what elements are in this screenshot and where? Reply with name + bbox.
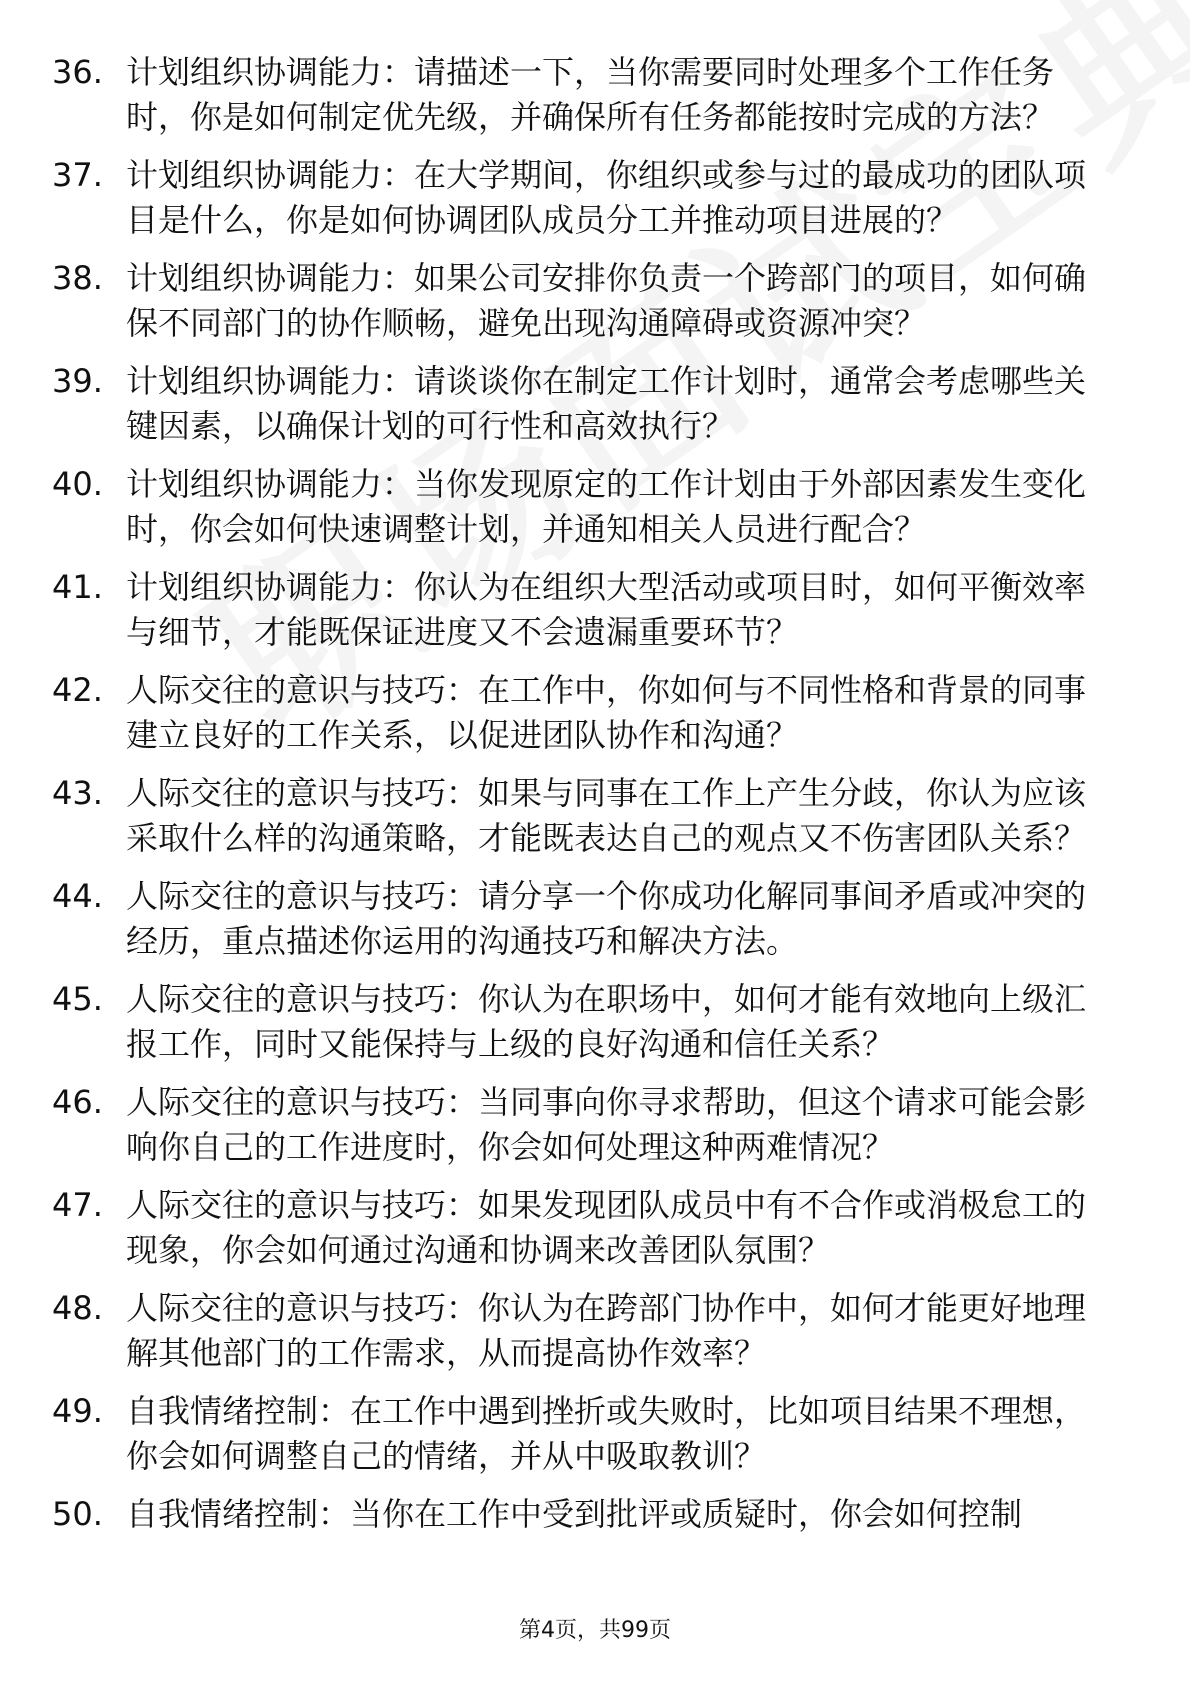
question-text: 计划组织协调能力：在大学期间，你组织或参与过的最成功的团队项目是什么，你是如何协调团队成员分工并推动项目进展的？ [126, 156, 1087, 239]
question-item [52, 50, 1112, 140]
question-number: 49. [52, 1392, 103, 1430]
question-text: 计划组织协调能力：请谈谈你在制定工作计划时，通常会考虑哪些关键因素，以确保计划的可行性和高效执行？ [126, 362, 1087, 445]
question-text: 自我情绪控制：在工作中遇到挫折或失败时，比如项目结果不理想，你会如何调整自己的情绪，并从中吸取教训？ [126, 1392, 1087, 1475]
question-item [52, 668, 1112, 758]
question-number: 41. [52, 568, 103, 606]
question-number: 46. [52, 1083, 103, 1121]
question-list [52, 50, 1112, 1537]
question-number: 50. [52, 1495, 103, 1533]
question-item [52, 256, 1112, 346]
question-item [52, 771, 1112, 861]
question-text: 人际交往的意识与技巧：你认为在职场中，如何才能有效地向上级汇报工作，同时又能保持与上级的良好沟通和信任关系？ [126, 980, 1087, 1063]
question-text: 人际交往的意识与技巧：请分享一个你成功化解同事间矛盾或冲突的经历，重点描述你运用的沟通技巧和解决方法。 [126, 877, 1087, 960]
question-text: 人际交往的意识与技巧：在工作中，你如何与不同性格和背景的同事建立良好的工作关系，以促进团队协作和沟通？ [126, 671, 1087, 754]
question-text: 计划组织协调能力：如果公司安排你负责一个跨部门的项目，如何确保不同部门的协作顺畅，避免出现沟通障碍或资源冲突？ [126, 259, 1087, 342]
question-text: 人际交往的意识与技巧：当同事向你寻求帮助，但这个请求可能会影响你自己的工作进度时，你会如何处理这种两难情况？ [126, 1083, 1087, 1166]
question-item [52, 1492, 1112, 1537]
question-number: 36. [52, 53, 103, 91]
question-number: 39. [52, 362, 103, 400]
question-item [52, 977, 1112, 1067]
question-text: 人际交往的意识与技巧：如果与同事在工作上产生分歧，你认为应该采取什么样的沟通策略，才能既表达自己的观点又不伤害团队关系？ [126, 774, 1087, 857]
question-number: 44. [52, 877, 103, 915]
question-number: 48. [52, 1289, 103, 1327]
question-number: 47. [52, 1186, 103, 1224]
question-item [52, 1183, 1112, 1273]
question-item [52, 153, 1112, 243]
question-number: 38. [52, 259, 103, 297]
page-footer [0, 1616, 1190, 1646]
question-number: 43. [52, 774, 103, 812]
question-text: 计划组织协调能力：请描述一下，当你需要同时处理多个工作任务时，你是如何制定优先级，并确保所有任务都能按时完成的方法？ [126, 53, 1055, 136]
question-item [52, 1080, 1112, 1170]
question-text: 计划组织协调能力：当你发现原定的工作计划由于外部因素发生变化时，你会如何快速调整计划，并通知相关人员进行配合？ [126, 465, 1087, 548]
question-item [52, 565, 1112, 655]
question-number: 37. [52, 156, 103, 194]
question-item [52, 359, 1112, 449]
question-text: 计划组织协调能力：你认为在组织大型活动或项目时，如何平衡效率与细节，才能既保证进度又不会遗漏重要环节？ [126, 568, 1087, 651]
question-item [52, 874, 1112, 964]
question-text: 自我情绪控制：当你在工作中受到批评或质疑时，你会如何控制 [126, 1495, 1023, 1533]
question-number: 42. [52, 671, 103, 709]
question-text: 人际交往的意识与技巧：你认为在跨部门协作中，如何才能更好地理解其他部门的工作需求，从而提高协作效率？ [126, 1289, 1087, 1372]
question-number: 45. [52, 980, 103, 1018]
question-item [52, 462, 1112, 552]
page-number-label: 第4页，共99页 [519, 1618, 671, 1643]
question-item [52, 1389, 1112, 1479]
question-number: 40. [52, 465, 103, 503]
question-text: 人际交往的意识与技巧：如果发现团队成员中有不合作或消极怠工的现象，你会如何通过沟通和协调来改善团队氛围？ [126, 1186, 1087, 1269]
question-item [52, 1286, 1112, 1376]
